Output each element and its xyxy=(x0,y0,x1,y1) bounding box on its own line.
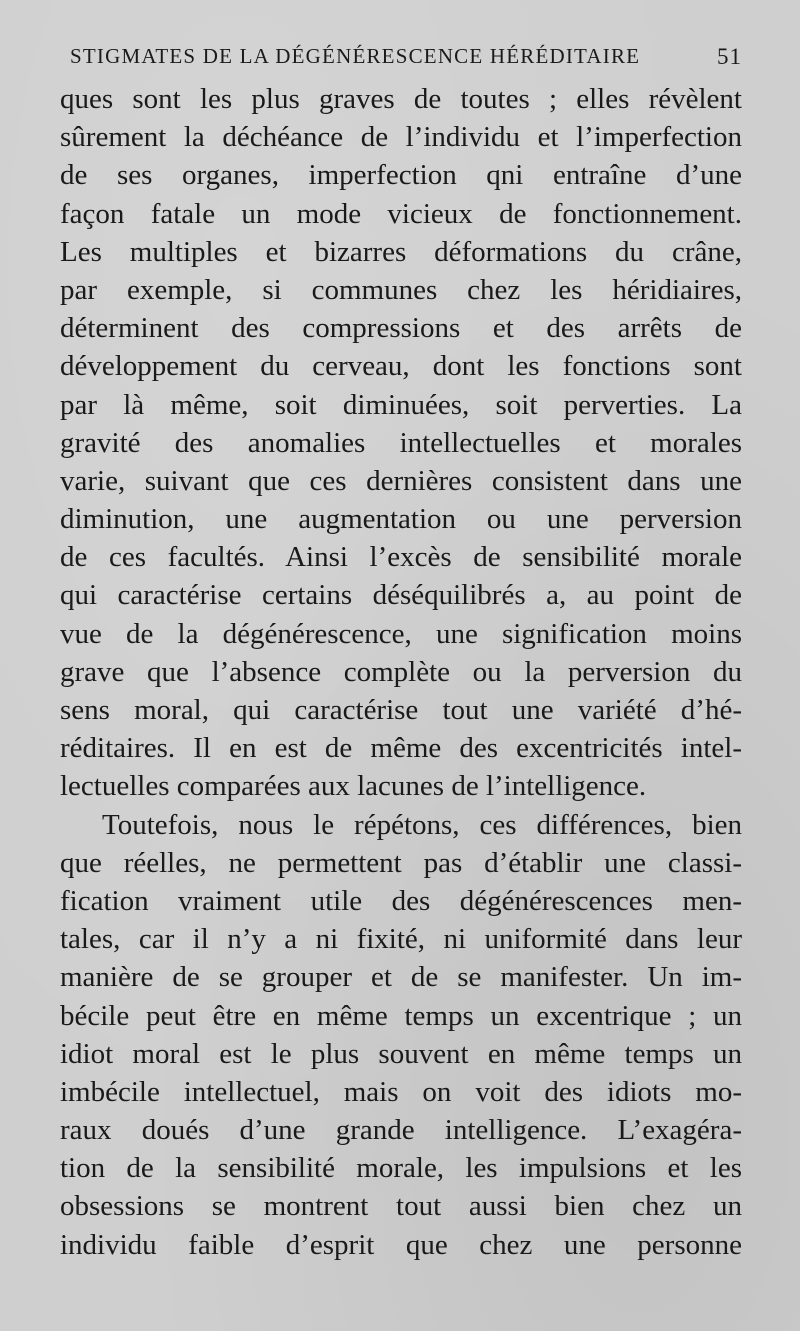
text-line: obsessions se montrent tout aussi bien chez un xyxy=(60,1190,742,1223)
text-line: tion de la sensibilité morale, les impulsions et les xyxy=(60,1152,742,1185)
text-line: fication vraiment utile des dégénérescences men- xyxy=(60,884,742,917)
text-line: tales, car il n’y a ni fixité, ni uniformité dans leur xyxy=(60,923,742,956)
text-line: varie, suivant que ces dernières consistent dans une xyxy=(60,464,742,497)
text-line: bécile peut être en même temps un excentrique ; un xyxy=(60,999,742,1032)
body-text xyxy=(60,80,742,1264)
running-head xyxy=(70,44,742,74)
page-number: 51 xyxy=(717,44,742,69)
text-line: qui caractérise certains déséquilibrés a, au point de xyxy=(60,579,742,612)
text-line: Toutefois, nous le répétons, ces différences, bien xyxy=(102,808,742,841)
text-line: réditaires. Il en est de même des excentricités intel- xyxy=(60,732,742,765)
text-line: sens moral, qui caractérise tout une variété d’hé- xyxy=(60,694,742,726)
text-line: raux doués d’une grande intelligence. L’exagéra- xyxy=(60,1114,742,1147)
text-line: par là même, soit diminuées, soit perverties. La xyxy=(60,388,742,421)
text-line: individu faible d’esprit que chez une personne xyxy=(60,1228,742,1261)
text-line: manière de se grouper et de se manifester. Un im- xyxy=(60,961,742,994)
text-line: façon fatale un mode vicieux de fonctionnement. xyxy=(60,197,742,230)
text-line: par exemple, si communes chez les héridiaires, xyxy=(60,273,742,306)
text-line: vue de la dégénérescence, une signification moins xyxy=(60,617,742,650)
text-line: idiot moral est le plus souvent en même temps un xyxy=(60,1037,742,1070)
text-line: développement du cerveau, dont les fonctions sont xyxy=(60,350,742,383)
text-line: grave que l’absence complète ou la perversion du xyxy=(60,655,742,688)
text-line: déterminent des compressions et des arrêts de xyxy=(60,312,742,345)
text-line: diminution, une augmentation ou une perversion xyxy=(60,503,742,536)
text-line: lectuelles comparées aux lacunes de l’intelligence. xyxy=(60,770,647,803)
text-line: sûrement la déchéance de l’individu et l’imperfection xyxy=(60,121,742,154)
text-line: Les multiples et bizarres déformations du crâne, xyxy=(60,235,742,268)
text-line: de ses organes, imperfection qni entraîne d’une xyxy=(60,159,742,192)
running-title: STIGMATES DE LA DÉGÉNÉRESCENCE HÉRÉDITAIRE xyxy=(70,44,641,68)
text-line: gravité des anomalies intellectuelles et morales xyxy=(60,426,742,459)
text-line: ques sont les plus graves de toutes ; elles révèlent xyxy=(60,83,742,115)
text-line: que réelles, ne permettent pas d’établir une classi- xyxy=(60,846,742,879)
text-line: de ces facultés. Ainsi l’excès de sensibilité morale xyxy=(60,541,742,574)
text-line: imbécile intellectuel, mais on voit des idiots mo- xyxy=(60,1075,742,1108)
